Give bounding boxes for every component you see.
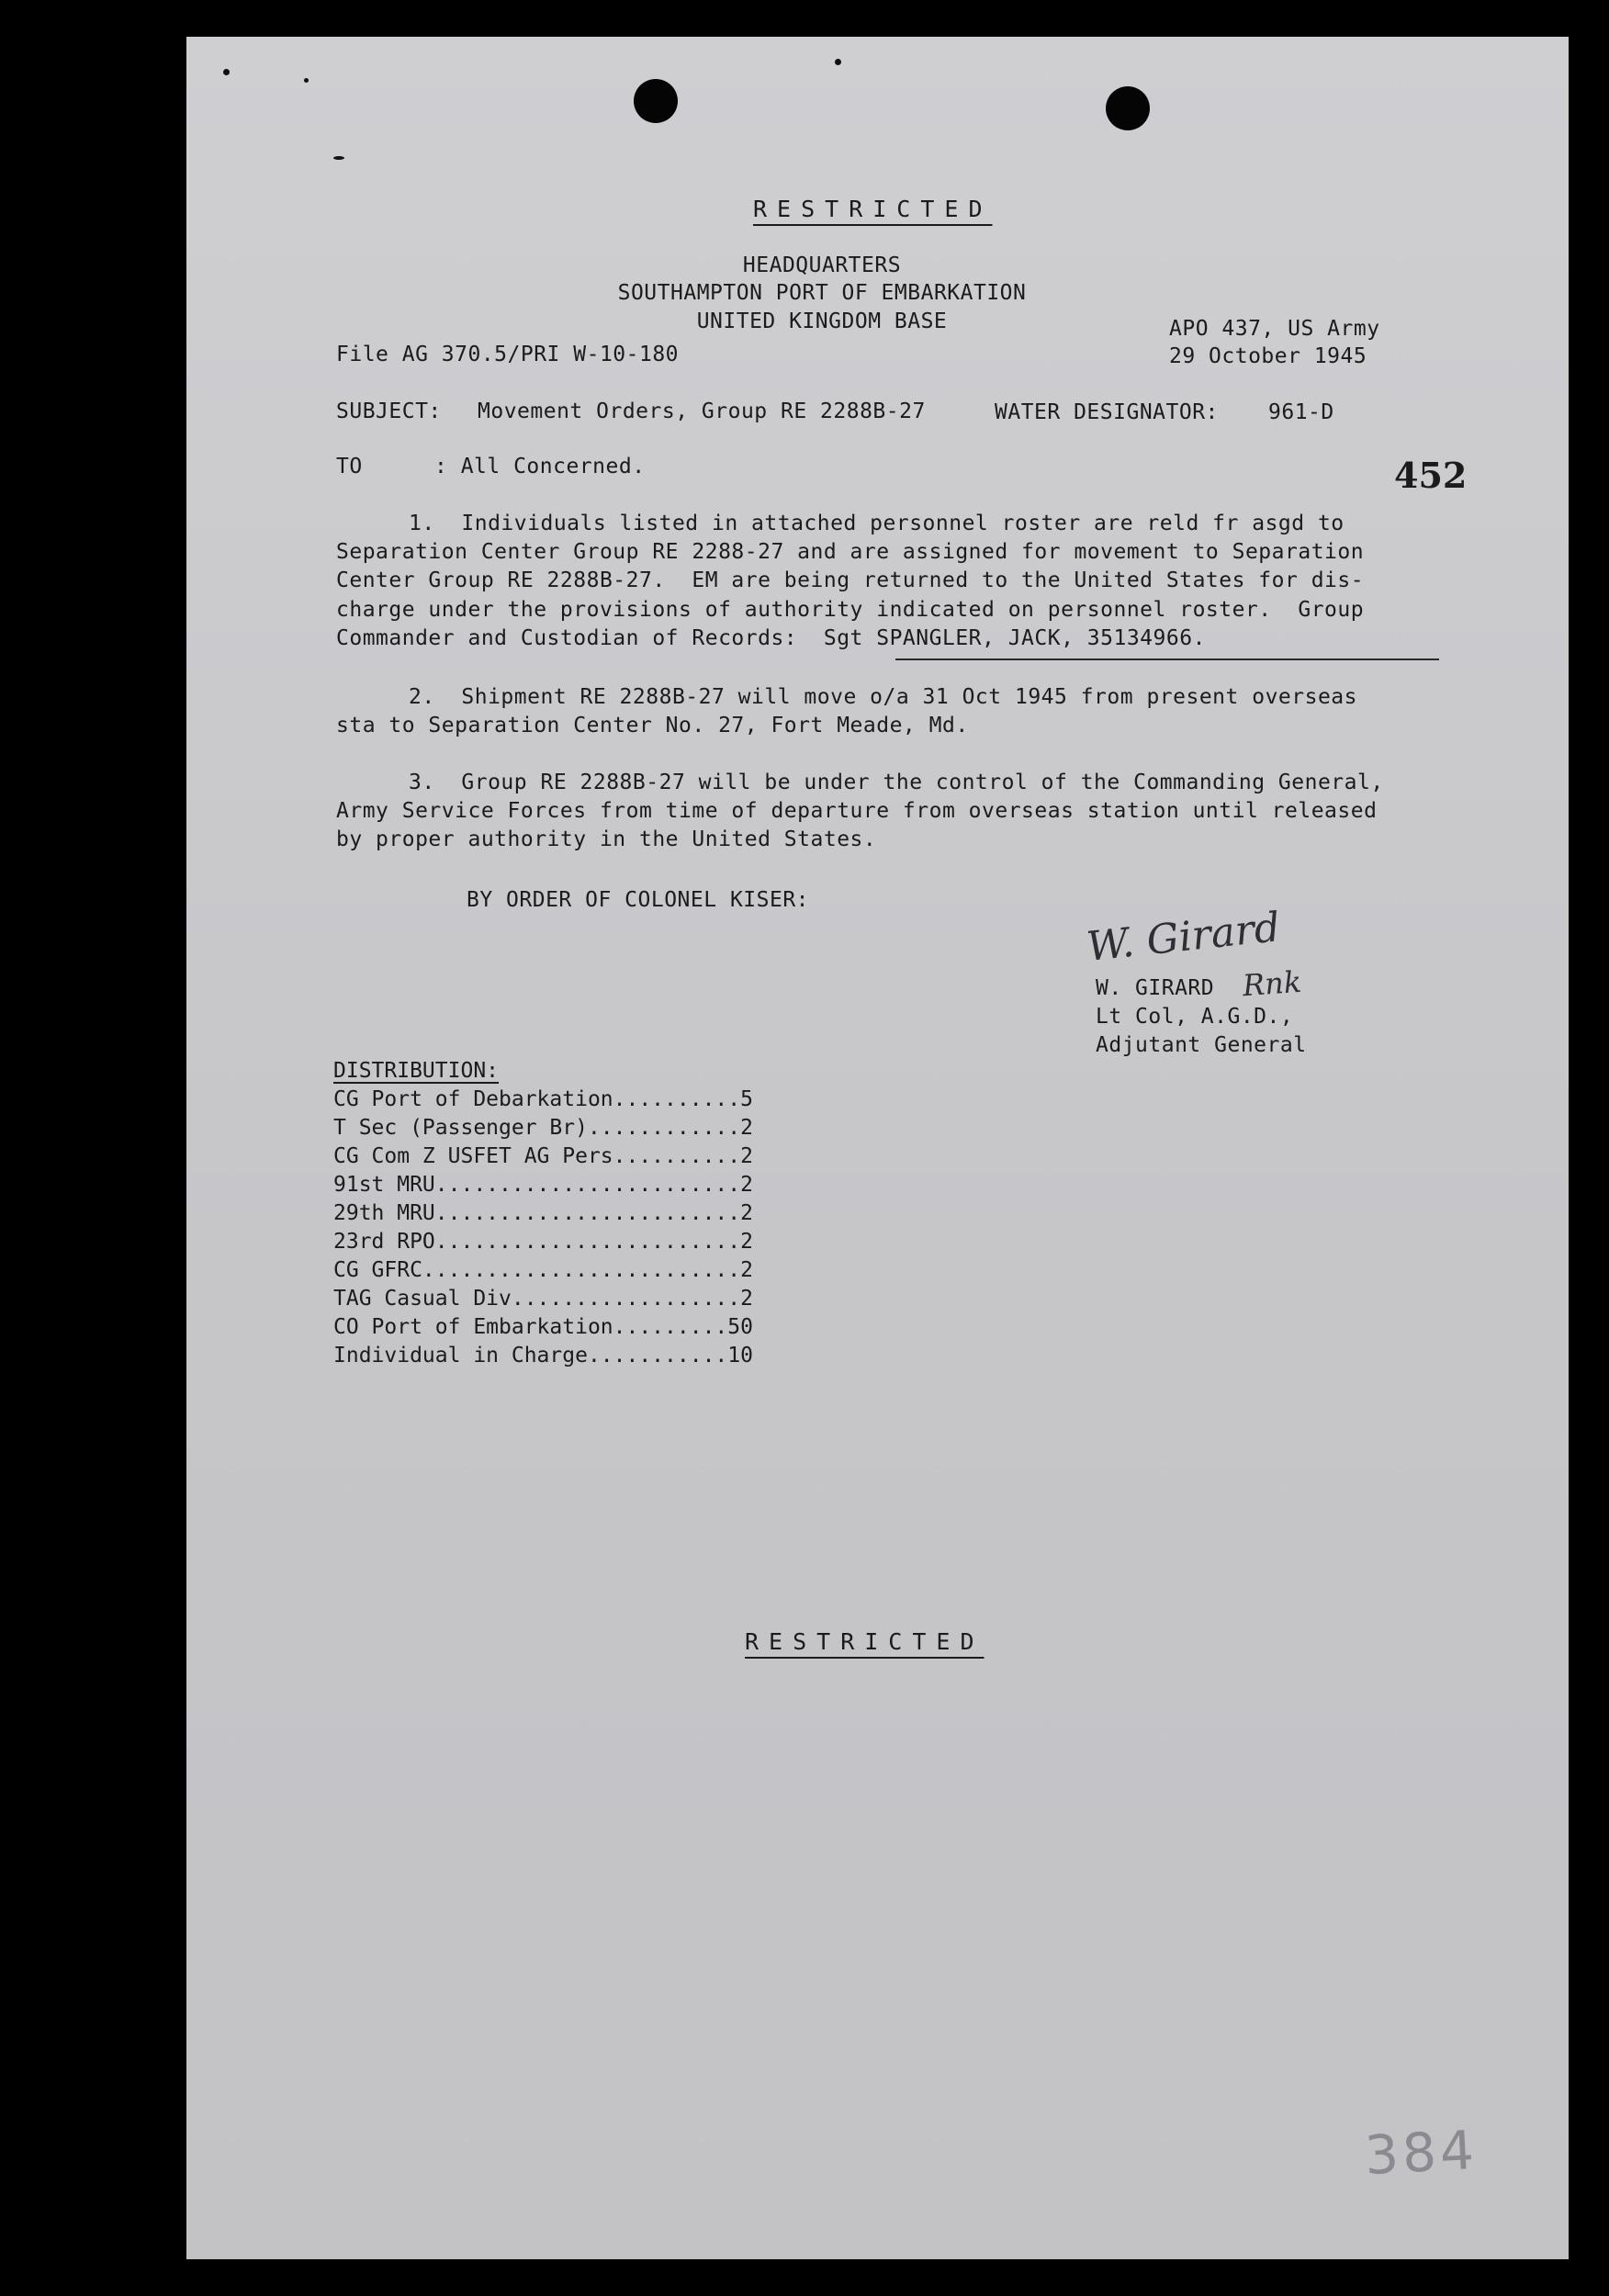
paragraph-1-line: Center Group RE 2288B-27. EM are being returned to the United States for dis-: [336, 568, 1365, 592]
distribution-row: 23rd RPO........................2: [333, 1230, 753, 1254]
page-number: 452: [1394, 455, 1468, 496]
signer-title: Adjutant General: [1096, 1033, 1307, 1057]
water-designator-value: 961-D: [1268, 400, 1334, 424]
distribution-row: CG GFRC.........................2: [333, 1258, 753, 1282]
speck: [333, 156, 344, 160]
paragraph-1-line: 1. Individuals listed in attached personnel roster are reld fr asgd to: [409, 512, 1345, 535]
paragraph-3-line: Army Service Forces from time of departure from overseas station until released: [336, 799, 1378, 823]
apo-line: APO 437, US Army: [1169, 317, 1380, 341]
base-line: UNITED KINGDOM BASE: [696, 310, 948, 333]
speck: [304, 78, 309, 83]
paragraph-3-line: 3. Group RE 2288B-27 will be under the control of the Commanding General,: [409, 771, 1384, 794]
date-line: 29 October 1945: [1169, 344, 1367, 368]
unit-line: SOUTHAMPTON PORT OF EMBARKATION: [617, 281, 1027, 305]
punch-hole-right: [1106, 86, 1150, 130]
subject-label: SUBJECT:: [336, 400, 442, 423]
speck: [223, 69, 230, 75]
speck: [835, 59, 841, 65]
distribution-row: TAG Casual Div..................2: [333, 1287, 753, 1311]
distribution-heading: DISTRIBUTION:: [333, 1059, 500, 1083]
distribution-row: CO Port of Embarkation.........50: [333, 1315, 753, 1339]
order-line: BY ORDER OF COLONEL KISER:: [467, 888, 810, 912]
to-text: : All Concerned.: [434, 455, 646, 478]
handwritten-initials: Rnk: [1241, 963, 1303, 1004]
classification-top: RESTRICTED: [753, 196, 993, 222]
subject-text: Movement Orders, Group RE 2288B-27: [478, 400, 926, 423]
classification-bottom: RESTRICTED: [745, 1628, 985, 1655]
document-page: [186, 37, 1569, 2259]
custodian-underline: [895, 658, 1439, 660]
signer-name: W. GIRARD: [1096, 976, 1215, 1000]
paragraph-1-line: Commander and Custodian of Records: Sgt SPANGLER, JACK, 35134966.: [336, 626, 1206, 650]
paragraph-2-line: 2. Shipment RE 2288B-27 will move o/a 31 Oct 1945 from present overseas: [409, 685, 1357, 709]
paragraph-1-line: Separation Center Group RE 2288-27 and are assigned for movement to Separation: [336, 540, 1365, 564]
headquarters-line: HEADQUARTERS: [742, 253, 902, 277]
pencil-page-note: 384: [1363, 2118, 1480, 2188]
punch-hole-left: [634, 79, 678, 123]
distribution-row: CG Com Z USFET AG Pers..........2: [333, 1144, 753, 1168]
distribution-row: Individual in Charge...........10: [333, 1344, 753, 1367]
water-designator-label: WATER DESIGNATOR:: [995, 400, 1219, 424]
signer-rank: Lt Col, A.G.D.,: [1096, 1005, 1294, 1029]
paragraph-3-line: by proper authority in the United States.: [336, 827, 877, 851]
distribution-row: 29th MRU........................2: [333, 1201, 753, 1225]
distribution-row: CG Port of Debarkation..........5: [333, 1087, 753, 1111]
handwritten-signature: W. Girard: [1084, 904, 1283, 971]
distribution-row: 91st MRU........................2: [333, 1173, 753, 1197]
paragraph-1-line: charge under the provisions of authority indicated on personnel roster. Group: [336, 598, 1365, 622]
paragraph-2-line: sta to Separation Center No. 27, Fort Meade, Md.: [336, 714, 969, 737]
distribution-row: T Sec (Passenger Br)............2: [333, 1116, 753, 1140]
to-label: TO: [336, 455, 363, 478]
file-reference: File AG 370.5/PRI W-10-180: [336, 343, 680, 366]
